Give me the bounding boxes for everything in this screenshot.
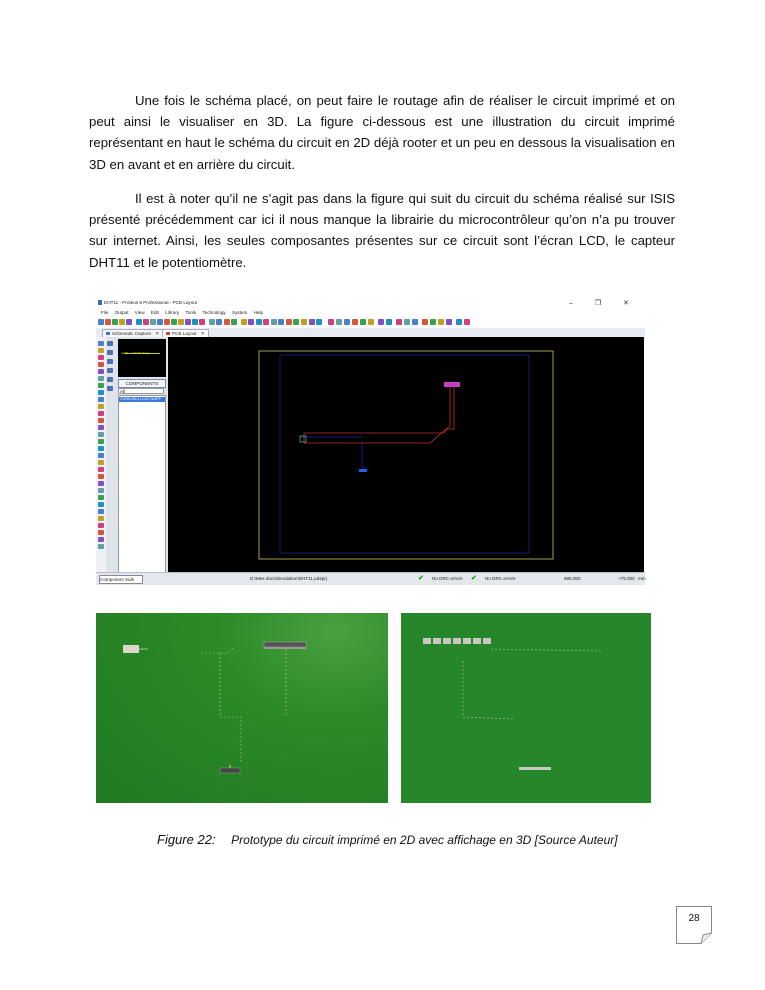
toolbar-button-icon[interactable]: [143, 319, 149, 325]
page-number-box: [676, 906, 712, 944]
toolbar-button-icon[interactable]: [209, 319, 215, 325]
toolbar-button-icon[interactable]: [178, 319, 184, 325]
toolbar-button-icon[interactable]: [412, 319, 418, 325]
mode-tool-icon[interactable]: [98, 348, 104, 353]
mode-tool-icon[interactable]: [98, 509, 104, 514]
toolbar-button-icon[interactable]: [293, 319, 299, 325]
picker-tool-icon[interactable]: [107, 359, 113, 364]
pcb-3d-back-view: [401, 613, 651, 803]
track-back: [463, 649, 601, 719]
menu-bar: [96, 309, 645, 317]
mode-tool-icon[interactable]: [98, 460, 104, 465]
figure-label: Figure 22:: [157, 832, 216, 847]
picker-tool-icon[interactable]: [107, 350, 113, 355]
components-header[interactable]: COMPONENTS: [118, 379, 166, 388]
drc-check-icon: ✔: [471, 575, 477, 582]
picker-tool-icon[interactable]: [107, 386, 113, 391]
mode-tool-icon[interactable]: [98, 523, 104, 528]
mode-tool-icon[interactable]: [98, 502, 104, 507]
toolbar-button-icon[interactable]: [404, 319, 410, 325]
mode-tool-icon[interactable]: [98, 425, 104, 430]
paragraph-1: Une fois le schéma placé, on peut faire le routage afin de réaliser le circuit imprimé et on peut ainsi le visualiser en 3D. La figure ci-dessous est une illustration du circuit imprimé représentant en haut le schéma du circuit en 2D déjà rooter et un peu en dessous la visualisation en 3D en avant et en arrière du circuit.: [89, 93, 675, 172]
toolbar-button-icon[interactable]: [185, 319, 191, 325]
mode-tool-icon[interactable]: [98, 355, 104, 360]
toolbar-button-icon[interactable]: [248, 319, 254, 325]
maximize-icon[interactable]: ❐: [594, 300, 612, 307]
preview-label: LCD1 - LCD Package: [121, 351, 150, 355]
overview-preview: [118, 339, 166, 377]
menu-tools[interactable]: Tools: [185, 310, 197, 315]
file-path: D:\Mes docs\simulation\DHT11.pdsprj: [250, 576, 327, 581]
mode-tool-icon[interactable]: [98, 362, 104, 367]
toolbar-button-icon[interactable]: [446, 319, 452, 325]
toolbar-button-icon[interactable]: [241, 319, 247, 325]
pot-pads-back: [519, 767, 551, 770]
mode-tool-icon[interactable]: [98, 390, 104, 395]
toolbar-button-icon[interactable]: [256, 319, 262, 325]
pcb-layout-screenshot: [96, 297, 645, 584]
tab-strip: [96, 328, 645, 337]
toolbar-button-icon[interactable]: [464, 319, 470, 325]
toolbar-button-icon[interactable]: [301, 319, 307, 325]
toolbar-button-icon[interactable]: [224, 319, 230, 325]
mode-tool-icon[interactable]: [98, 404, 104, 409]
drc-status-1: No DRC errors: [432, 576, 463, 581]
toolbar-button-icon[interactable]: [105, 319, 111, 325]
pcb-icon: [166, 332, 170, 335]
close-icon[interactable]: ✕: [623, 300, 639, 307]
toolbar-button-icon[interactable]: [157, 319, 163, 325]
paragraph-2: Il est à noter qu’il ne s’agit pas dans la figure qui suit du circuit du schéma réalisé sur ISIS présenté précédemment car ici il nous manque la librairie du microcontrôleur qu’on n’a pu trouver sur internet. Ainsi, les seules composantes présentes sur ce circuit sont l’écran LCD, le capteur DHT11 et le potentiomètre.: [89, 191, 675, 270]
mode-tool-icon[interactable]: [98, 418, 104, 423]
toolbar-button-icon[interactable]: [278, 319, 284, 325]
picker-tool-icon[interactable]: [107, 341, 113, 346]
mode-tool-icon[interactable]: [98, 453, 104, 458]
proteus-app-icon: [98, 300, 102, 305]
mode-tool-icon[interactable]: [98, 495, 104, 500]
schematic-icon: [106, 332, 110, 335]
toolbar-button-icon[interactable]: [112, 319, 118, 325]
window-titlebar: [96, 297, 645, 309]
mode-tool-icon[interactable]: [98, 383, 104, 388]
coord-unit: mm: [638, 576, 646, 581]
toolbar-button-icon[interactable]: [192, 319, 198, 325]
status-bar: [96, 572, 645, 585]
potentiometer-3d: [220, 765, 240, 773]
toolbar-button-icon[interactable]: [199, 319, 205, 325]
tab-label: Schematic Capture: [112, 331, 152, 336]
minimize-icon[interactable]: –: [569, 300, 583, 307]
menu-file[interactable]: File: [101, 310, 109, 315]
pcb-3d-front-view: [96, 613, 388, 803]
mode-tool-icon[interactable]: [98, 488, 104, 493]
menu-library[interactable]: Library: [165, 310, 180, 315]
toolbar-button-icon[interactable]: [396, 319, 402, 325]
toolbar-button-icon[interactable]: [216, 319, 222, 325]
toolbar-button-icon[interactable]: [386, 319, 392, 325]
mode-tool-icon[interactable]: [98, 439, 104, 444]
drc-status-2: No DRC errors: [485, 576, 516, 581]
picker-tool-icon[interactable]: [107, 368, 113, 373]
toolbar-button-icon[interactable]: [456, 319, 462, 325]
menu-help[interactable]: Help: [253, 310, 264, 315]
pot-footprint: [359, 469, 367, 472]
toolbar-button-icon[interactable]: [98, 319, 104, 325]
lcd-pads-back: [423, 638, 491, 644]
toolbar-button-icon[interactable]: [126, 319, 132, 325]
toolbar-button-icon[interactable]: [119, 319, 125, 325]
toolbar-button-icon[interactable]: [328, 319, 334, 325]
mode-tool-icon[interactable]: [98, 376, 104, 381]
toolbar-button-icon[interactable]: [286, 319, 292, 325]
toolbar-button-icon[interactable]: [263, 319, 269, 325]
layer-select[interactable]: Component Side: [99, 575, 143, 584]
mode-toolbar: [96, 337, 106, 572]
pcb-canvas[interactable]: [168, 337, 644, 572]
mode-tool-icon[interactable]: [98, 544, 104, 549]
mode-tool-icon[interactable]: [98, 474, 104, 479]
mode-tool-icon[interactable]: [98, 530, 104, 535]
menu-system[interactable]: System: [232, 310, 248, 315]
tab-label: PCB Layout: [172, 331, 197, 336]
component-list[interactable]: [118, 395, 166, 573]
figure-caption-text: Prototype du circuit imprimé en 2D avec affichage en 3D [Source Auteur]: [231, 833, 618, 847]
tab-close-icon[interactable]: ✕: [200, 331, 205, 336]
mode-tool-icon[interactable]: [98, 467, 104, 472]
mode-tool-icon[interactable]: [98, 432, 104, 437]
mode-tool-icon[interactable]: [98, 411, 104, 416]
toolbar-button-icon[interactable]: [368, 319, 374, 325]
mode-tool-icon[interactable]: [98, 537, 104, 542]
toolbar-button-icon[interactable]: [438, 319, 444, 325]
figure-caption: [157, 832, 618, 847]
component-sidebar: [106, 337, 168, 572]
toolbar-button-icon[interactable]: [378, 319, 384, 325]
toolbar-button-icon[interactable]: [360, 319, 366, 325]
component-filter-select[interactable]: All: [118, 388, 164, 394]
toolbar-button-icon[interactable]: [422, 319, 428, 325]
mode-tool-icon[interactable]: [98, 369, 104, 374]
coord-x: 885.000: [564, 576, 581, 581]
toolbar-button-icon[interactable]: [136, 319, 142, 325]
toolbar-button-icon[interactable]: [171, 319, 177, 325]
mode-tool-icon[interactable]: [98, 397, 104, 402]
lcd-pad: [444, 382, 460, 387]
component-list-item[interactable]: CONN-SIL4 LCD1 NUIFF: [119, 397, 165, 402]
mode-tool-icon[interactable]: [98, 341, 104, 346]
toolbar-button-icon[interactable]: [150, 319, 156, 325]
toolbar-button-icon[interactable]: [344, 319, 350, 325]
lcd-header-3d: [264, 642, 306, 649]
toolbar-button-icon[interactable]: [164, 319, 170, 325]
window-title: DHT11 - Proteus 8 Professional - PCB Layout: [104, 300, 198, 305]
menu-output[interactable]: Output: [114, 310, 129, 315]
menu-technology[interactable]: Technology: [202, 310, 226, 315]
menu-edit[interactable]: Edit: [150, 310, 159, 315]
mode-tool-icon[interactable]: [98, 481, 104, 486]
picker-tool-icon[interactable]: [107, 377, 113, 382]
toolbar-button-icon[interactable]: [352, 319, 358, 325]
coord-y: +75.000: [618, 576, 635, 581]
track-red: [304, 385, 454, 443]
dht11-sensor-3d: [123, 645, 148, 653]
mode-tool-icon[interactable]: [98, 516, 104, 521]
toolbar-button-icon[interactable]: [316, 319, 322, 325]
toolbar-button-icon[interactable]: [271, 319, 277, 325]
track-3d: [201, 647, 241, 763]
board-outline: [259, 351, 553, 559]
menu-view[interactable]: View: [134, 310, 145, 315]
board-inner-outline: [280, 355, 529, 553]
mode-tool-icon[interactable]: [98, 446, 104, 451]
toolbar-button-icon[interactable]: [231, 319, 237, 325]
toolbar-button-icon[interactable]: [336, 319, 342, 325]
toolbar-button-icon[interactable]: [309, 319, 315, 325]
drc-check-icon: ✔: [418, 575, 424, 582]
track-blue: [300, 437, 366, 467]
toolbar-button-icon[interactable]: [430, 319, 436, 325]
tab-close-icon[interactable]: ✕: [155, 331, 160, 336]
page-number: 28: [688, 913, 700, 924]
